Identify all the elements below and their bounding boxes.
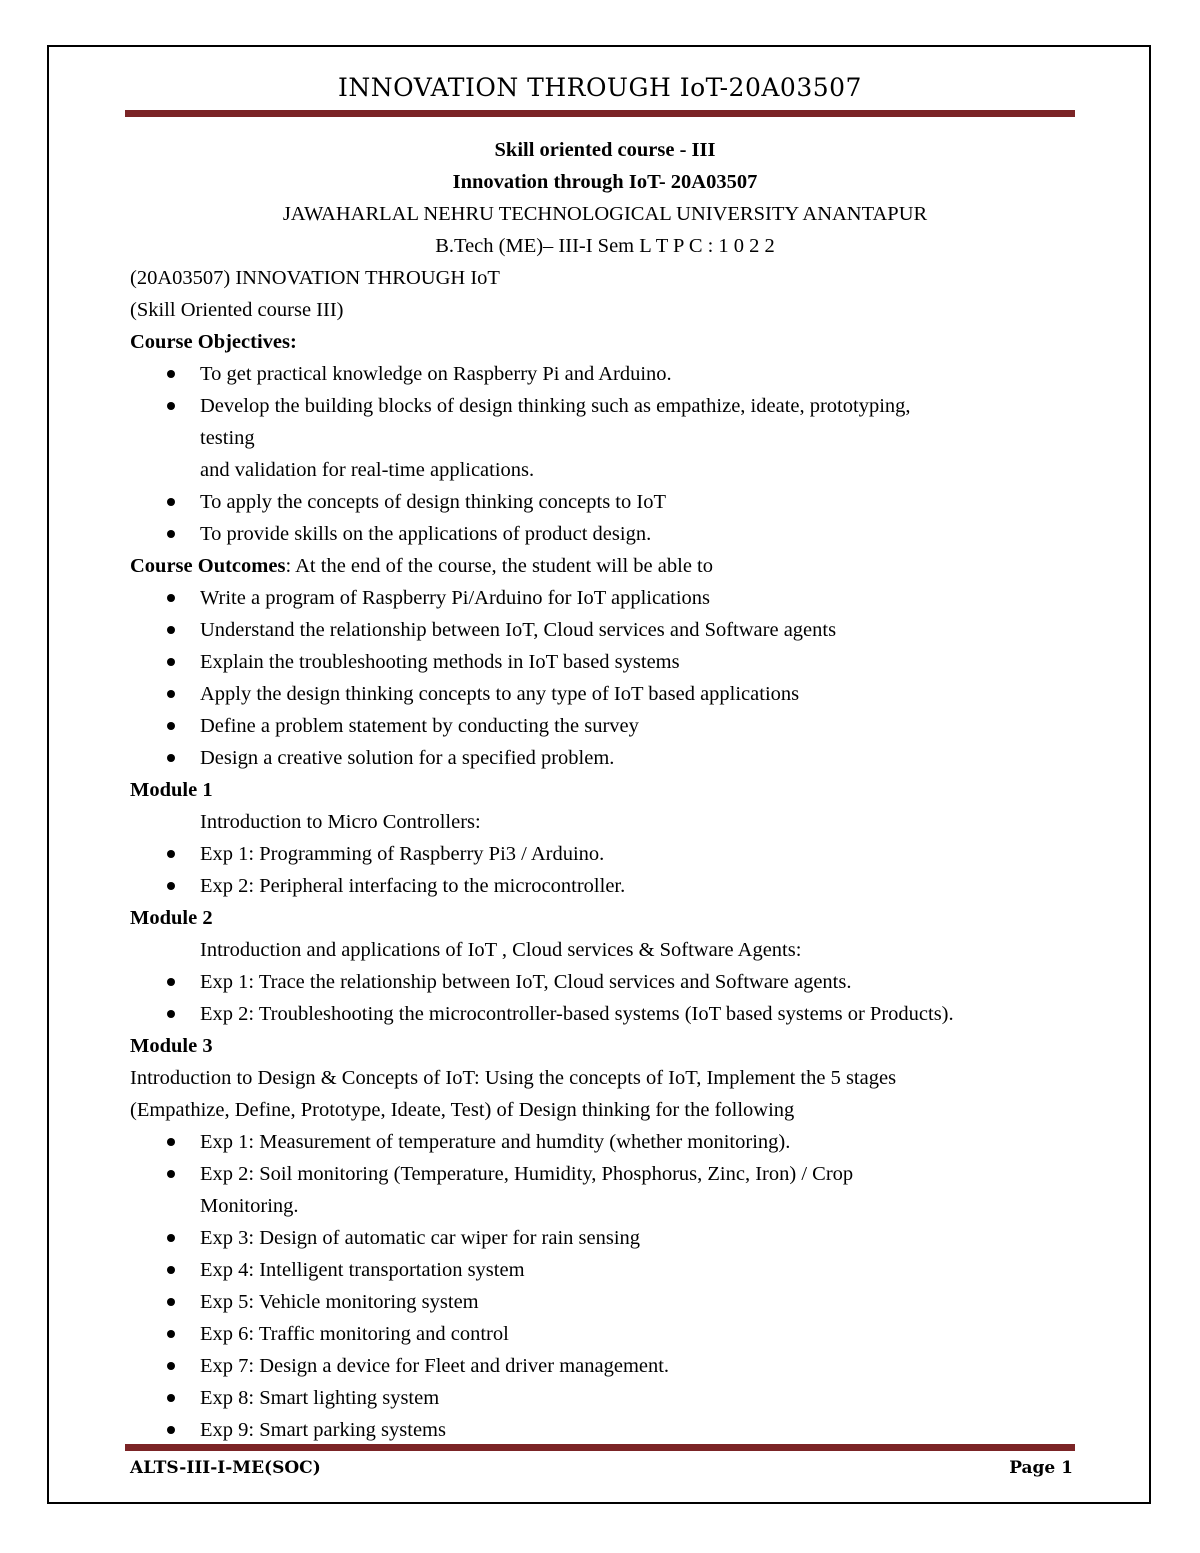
list-item: Explain the troubleshooting methods in IoT based systems (130, 646, 1080, 678)
outcomes-list (130, 582, 1080, 774)
bullet-icon (167, 722, 175, 730)
course-category-line: (Skill Oriented course III) (130, 299, 344, 321)
module-2-intro: Introduction and applications of IoT , Cloud services & Software Agents: (200, 939, 802, 961)
list-item: Exp 1: Trace the relationship between IoT, Cloud services and Software agents. (130, 966, 1080, 998)
outcomes-intro: Course Outcomes: At the end of the course, the student will be able to (130, 555, 713, 577)
list-item: Exp 1: Programming of Raspberry Pi3 / Arduino. (130, 838, 1080, 870)
header-rule (125, 110, 1075, 117)
bullet-icon (167, 1170, 175, 1178)
module-1-heading: Module 1 (130, 779, 213, 801)
list-item: Define a problem statement by conducting the survey (130, 710, 1080, 742)
bullet-icon (167, 1010, 175, 1018)
list-item: Apply the design thinking concepts to any type of IoT based applications (130, 678, 1080, 710)
bullet-icon (167, 498, 175, 506)
course-type-line: Skill oriented course - III (494, 139, 716, 161)
bullet-icon (167, 594, 175, 602)
bullet-icon (167, 530, 175, 538)
module-3-intro-line-2: (Empathize, Define, Prototype, Ideate, Test) of Design thinking for the following (130, 1099, 795, 1121)
list-item: Exp 1: Measurement of temperature and humdity (whether monitoring). (130, 1126, 1080, 1158)
list-item: Exp 9: Smart parking systems (130, 1414, 1080, 1446)
list-item: Develop the building blocks of design thinking such as empathize, ideate, prototyping, (130, 390, 1080, 422)
bullet-icon (167, 658, 175, 666)
module-1-intro: Introduction to Micro Controllers: (200, 811, 481, 833)
footer-page-number: Page 1 (1009, 1458, 1073, 1478)
bullet-icon (167, 1138, 175, 1146)
bullet-icon (167, 1426, 175, 1434)
course-title-line: Innovation through IoT- 20A03507 (452, 171, 758, 193)
list-item: Exp 2: Soil monitoring (Temperature, Humidity, Phosphorus, Zinc, Iron) / Crop (130, 1158, 1080, 1190)
module-2-heading: Module 2 (130, 907, 213, 929)
footer-rule (125, 1444, 1075, 1451)
course-code-line: (20A03507) INNOVATION THROUGH IoT (130, 267, 500, 289)
list-item: Understand the relationship between IoT, Cloud services and Software agents (130, 614, 1080, 646)
list-item: Exp 3: Design of automatic car wiper for rain sensing (130, 1222, 1080, 1254)
bullet-icon (167, 402, 175, 410)
bullet-icon (167, 1234, 175, 1242)
list-item: Exp 8: Smart lighting system (130, 1382, 1080, 1414)
bullet-icon (167, 754, 175, 762)
semester-line: B.Tech (ME)– III-I Sem L T P C : 1 0 2 2 (435, 235, 775, 257)
bullet-icon (167, 1394, 175, 1402)
bullet-icon (167, 978, 175, 986)
list-item-continuation: Monitoring. (200, 1195, 299, 1217)
bullet-icon (167, 882, 175, 890)
bullet-icon (167, 1362, 175, 1370)
list-item-continuation: testing (200, 427, 255, 449)
list-item: Exp 7: Design a device for Fleet and driver management. (130, 1350, 1080, 1382)
footer-document-code: ALTS-III-I-ME(SOC) (130, 1458, 321, 1478)
objectives-heading: Course Objectives: (130, 331, 297, 353)
document-body (130, 134, 1080, 1446)
module-2-list (130, 966, 1080, 1030)
bullet-icon (167, 850, 175, 858)
bullet-icon (167, 1298, 175, 1306)
bullet-icon (167, 370, 175, 378)
list-item: Exp 2: Troubleshooting the microcontroller-based systems (IoT based systems or Products). (130, 998, 1080, 1030)
list-item: Exp 4: Intelligent transportation system (130, 1254, 1080, 1286)
list-item: To get practical knowledge on Raspberry Pi and Arduino. (130, 358, 1080, 390)
module-1-list (130, 838, 1080, 902)
module-3-heading: Module 3 (130, 1035, 213, 1057)
objectives-list (130, 358, 1080, 550)
list-item-continuation: and validation for real-time applications. (200, 459, 535, 481)
university-line: JAWAHARLAL NEHRU TECHNOLOGICAL UNIVERSITY ANANTAPUR (282, 203, 928, 225)
module-3-list (130, 1126, 1080, 1446)
bullet-icon (167, 690, 175, 698)
list-item: Design a creative solution for a specified problem. (130, 742, 1080, 774)
list-item: Exp 5: Vehicle monitoring system (130, 1286, 1080, 1318)
bullet-icon (167, 626, 175, 634)
list-item: To apply the concepts of design thinking concepts to IoT (130, 486, 1080, 518)
list-item: Exp 2: Peripheral interfacing to the microcontroller. (130, 870, 1080, 902)
bullet-icon (167, 1266, 175, 1274)
bullet-icon (167, 1330, 175, 1338)
module-3-intro-line-1: Introduction to Design & Concepts of IoT: Using the concepts of IoT, Implement the 5 stages (130, 1067, 897, 1089)
outcomes-heading: Course Outcomes (130, 555, 286, 577)
list-item: Write a program of Raspberry Pi/Arduino for IoT applications (130, 582, 1080, 614)
list-item: Exp 6: Traffic monitoring and control (130, 1318, 1080, 1350)
page-header-title: INNOVATION THROUGH IoT-20A03507 (338, 73, 862, 102)
list-item: To provide skills on the applications of product design. (130, 518, 1080, 550)
